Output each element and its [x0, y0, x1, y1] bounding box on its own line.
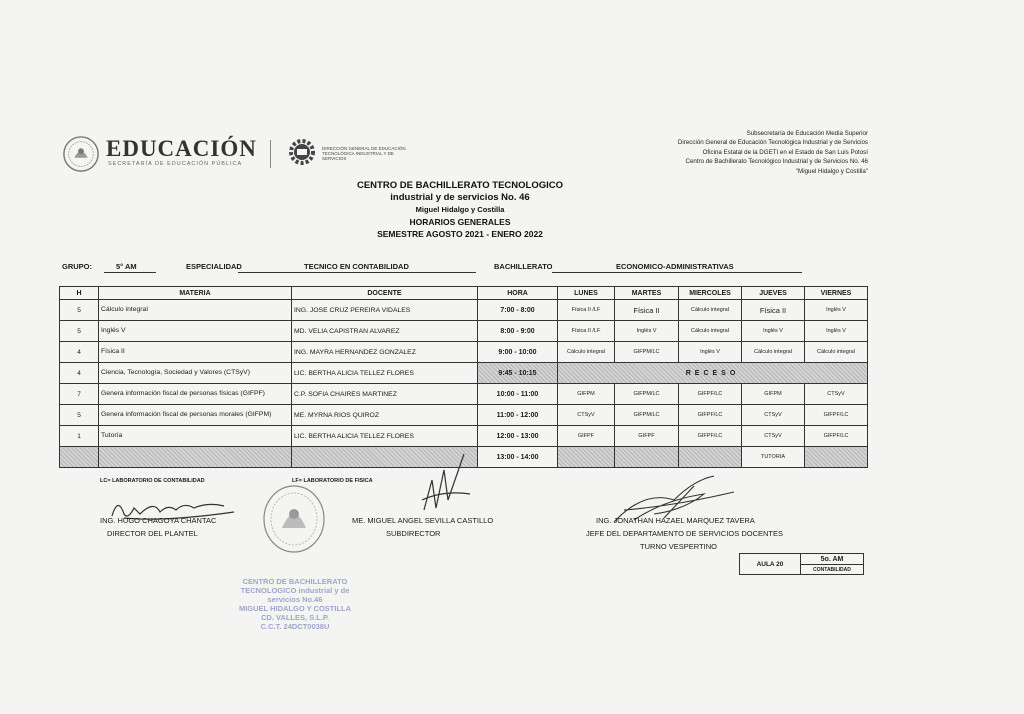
cell-hora: 13:00 - 14:00: [478, 447, 558, 468]
note-lc: LC= LABORATORIO DE CONTABILIDAD: [100, 478, 205, 484]
institution-line: Oficina Estatal de la DGETI en el Estado de San Luis Potosí: [702, 148, 868, 156]
stamp-line: CENTRO DE BACHILLERATO: [242, 577, 348, 586]
jefe-role: JEFE DEL DEPARTAMENTO DE SERVICIOS DOCENTES: [586, 529, 783, 538]
cell-docente: C.P. SOFIA CHAIRES MARTINEZ: [292, 384, 478, 405]
cell-jueves: CTSyV: [742, 405, 805, 426]
cell-lunes: GIFPF: [558, 426, 615, 447]
cell-jueves: CTSyV: [742, 426, 805, 447]
schedule-table: [59, 286, 868, 468]
cell-materia: Tutoría: [99, 426, 292, 447]
title-line-2: industrial y de servicios No. 46: [390, 192, 530, 203]
grupo-underline: [104, 272, 156, 273]
director-name: ING. HUGO CHAGOYA CHANTAC: [100, 516, 217, 525]
cell-viernes: CTSyV: [805, 384, 868, 405]
header-martes: MARTES: [615, 287, 679, 300]
official-seal-stamp: [262, 484, 326, 554]
subdirector-signature: [414, 450, 474, 520]
cell-viernes: GIFPF/LC: [805, 405, 868, 426]
dgeti-text: DIRECCIÓN GENERAL DE EDUCACIÓN TECNOLÓGICA INDUSTRIAL Y DE SERVICIOS: [322, 146, 406, 161]
cell-hora: 7:00 - 8:00: [478, 300, 558, 321]
document-title: [260, 180, 660, 240]
note-lf: LF= LABORATORIO DE FISICA: [292, 478, 373, 484]
table-row: [60, 363, 868, 384]
cell-miercoles: Inglés V: [679, 342, 742, 363]
institution-line: Dirección General de Educación Tecnológica Industrial y de Servicios: [677, 139, 868, 147]
cell-miercoles: [679, 447, 742, 468]
cell-miercoles: GIFPF/LC: [679, 426, 742, 447]
table-row: [60, 405, 868, 426]
cell-miercoles: GIFPF/LC: [679, 405, 742, 426]
header-jueves: JUEVES: [742, 287, 805, 300]
cell-martes: GIFPM/LC: [615, 384, 679, 405]
especialidad-label: ESPECIALIDAD: [186, 262, 242, 271]
stamp-line: MIGUEL HIDALGO Y COSTILLA: [238, 604, 352, 613]
cell-hora: 11:00 - 12:00: [478, 405, 558, 426]
table-row: [60, 300, 868, 321]
table-row: [60, 342, 868, 363]
receso-cell: RECESO: [558, 363, 868, 384]
cell-docente: ING. MAYRA HERNANDEZ GONZALEZ: [292, 342, 478, 363]
cell-materia: Genera información fiscal de personas físicas (GIFPF): [99, 384, 292, 405]
institution-line: "Miguel Hidalgo y Costilla": [795, 167, 868, 175]
header-hora: HORA: [478, 287, 558, 300]
institution-line: Centro de Bachillerato Tecnológico Industrial y de Servicios No. 46: [685, 158, 868, 166]
cell-viernes: GIFPF/LC: [805, 426, 868, 447]
stamp-line: C.C.T. 24DCT0038U: [260, 622, 330, 631]
cell-viernes: Inglés V: [805, 300, 868, 321]
school-ink-stamp: [230, 577, 360, 631]
table-row: [60, 321, 868, 342]
grupo-label: GRUPO:: [62, 262, 92, 271]
stamp-line: CD. VALLES, S.L.P.: [260, 613, 330, 622]
aula-group: 5o. AM: [801, 554, 864, 565]
cell-jueves: Cálculo integral: [742, 342, 805, 363]
cell-hora: 10:00 - 11:00: [478, 384, 558, 405]
header-lunes: LUNES: [558, 287, 615, 300]
subdirector-name: ME. MIGUEL ANGEL SEVILLA CASTILLO: [352, 516, 494, 525]
institution-block: [678, 129, 868, 176]
bachillerato-label: BACHILLERATO: [494, 262, 553, 271]
cell-materia: Cálculo integral: [99, 300, 292, 321]
cell-lunes: Física II /LF: [558, 300, 615, 321]
table-row: [60, 384, 868, 405]
title-line-5: SEMESTRE AGOSTO 2021 - ENERO 2022: [377, 229, 543, 239]
bachillerato-value: ECONOMICO-ADMINISTRATIVAS: [616, 262, 734, 271]
bachillerato-underline: [552, 272, 802, 273]
header-miercoles: MIERCOLES: [679, 287, 742, 300]
title-line-4: HORARIOS GENERALES: [409, 217, 511, 227]
cell-martes: GIFPM/LC: [615, 342, 679, 363]
cell-h: 4: [60, 363, 99, 384]
cell-docente: ING. JOSE CRUZ PEREIRA VIDALES: [292, 300, 478, 321]
cell-martes: [615, 447, 679, 468]
aula-especialidad: CONTABILIDAD: [801, 565, 864, 575]
header-docente: DOCENTE: [292, 287, 478, 300]
cell-materia: Inglés V: [99, 321, 292, 342]
jefe-name: ING. JONATHAN HAZAEL MARQUEZ TAVERA: [596, 516, 755, 525]
cell-materia: Física II: [99, 342, 292, 363]
cell-jueves: Física II: [742, 300, 805, 321]
cell-h: 5: [60, 321, 99, 342]
cell-lunes: Cálculo integral: [558, 342, 615, 363]
cell-materia: [99, 447, 292, 468]
logo-title: EDUCACIÓN: [106, 136, 257, 161]
cell-miercoles: GIFPF/LC: [679, 384, 742, 405]
title-line-3: Miguel Hidalgo y Costilla: [415, 205, 505, 214]
logo-divider: [270, 140, 271, 168]
title-line-1: CENTRO DE BACHILLERATO TECNOLOGICO: [356, 180, 563, 191]
cell-viernes: [805, 447, 868, 468]
cell-hora: 9:45 - 10:15: [478, 363, 558, 384]
cell-hora: 8:00 - 9:00: [478, 321, 558, 342]
cell-miercoles: Cálculo integral: [679, 300, 742, 321]
cell-docente: MD. VELIA CAPISTRAN ALVAREZ: [292, 321, 478, 342]
stamp-line: TECNOLOGICO industrial y de: [240, 586, 350, 595]
aula-box: [739, 553, 864, 575]
stamp-line: servicios No.46: [267, 595, 323, 604]
cell-h: 5: [60, 300, 99, 321]
cell-martes: Física II: [615, 300, 679, 321]
director-role: DIRECTOR DEL PLANTEL: [107, 529, 198, 538]
cell-materia: Ciencia, Tecnología, Sociedad y Valores (CTSyV): [99, 363, 292, 384]
table-row: [60, 426, 868, 447]
cell-lunes: Física II /LF: [558, 321, 615, 342]
cell-viernes: Cálculo integral: [805, 342, 868, 363]
cell-hora: 12:00 - 13:00: [478, 426, 558, 447]
cell-jueves: TUTORIA: [742, 447, 805, 468]
cell-viernes: Inglés V: [805, 321, 868, 342]
cell-jueves: GIFPM: [742, 384, 805, 405]
cell-miercoles: Cálculo integral: [679, 321, 742, 342]
header-h: H: [60, 287, 99, 300]
cell-lunes: CTSyV: [558, 405, 615, 426]
cell-martes: GIFPF: [615, 426, 679, 447]
cell-h: [60, 447, 99, 468]
cell-martes: GIFPM/LC: [615, 405, 679, 426]
jefe-turno: TURNO VESPERTINO: [640, 542, 717, 551]
header-viernes: VIERNES: [805, 287, 868, 300]
institution-line: Subsecretaría de Educación Media Superior: [746, 130, 868, 137]
cell-h: 1: [60, 426, 99, 447]
especialidad-underline: [238, 272, 476, 273]
especialidad-value: TECNICO EN CONTABILIDAD: [304, 262, 409, 271]
cell-h: 4: [60, 342, 99, 363]
logo-subtitle: SECRETARÍA DE EDUCACIÓN PÚBLICA: [108, 161, 243, 167]
cell-hora: 9:00 - 10:00: [478, 342, 558, 363]
dgeti-gear-icon: [286, 136, 318, 168]
cell-docente: LIC. BERTHA ALICIA TELLEZ FLORES: [292, 426, 478, 447]
table-header-row: [60, 287, 868, 300]
cell-h: 7: [60, 384, 99, 405]
cell-martes: Inglés V: [615, 321, 679, 342]
cell-docente: ME. MYRNA RIOS QUIROZ: [292, 405, 478, 426]
grupo-value: 5° AM: [116, 262, 137, 271]
aula-number: AULA 20: [740, 554, 801, 575]
cell-lunes: GIFPM: [558, 384, 615, 405]
cell-jueves: Inglés V: [742, 321, 805, 342]
cell-h: 5: [60, 405, 99, 426]
national-seal-icon: [62, 135, 100, 173]
header-materia: MATERIA: [99, 287, 292, 300]
subdirector-role: SUBDIRECTOR: [386, 529, 441, 538]
cell-lunes: [558, 447, 615, 468]
cell-docente: LIC. BERTHA ALICIA TELLEZ FLORES: [292, 363, 478, 384]
cell-materia: Genera información fiscal de personas morales (GIFPM): [99, 405, 292, 426]
